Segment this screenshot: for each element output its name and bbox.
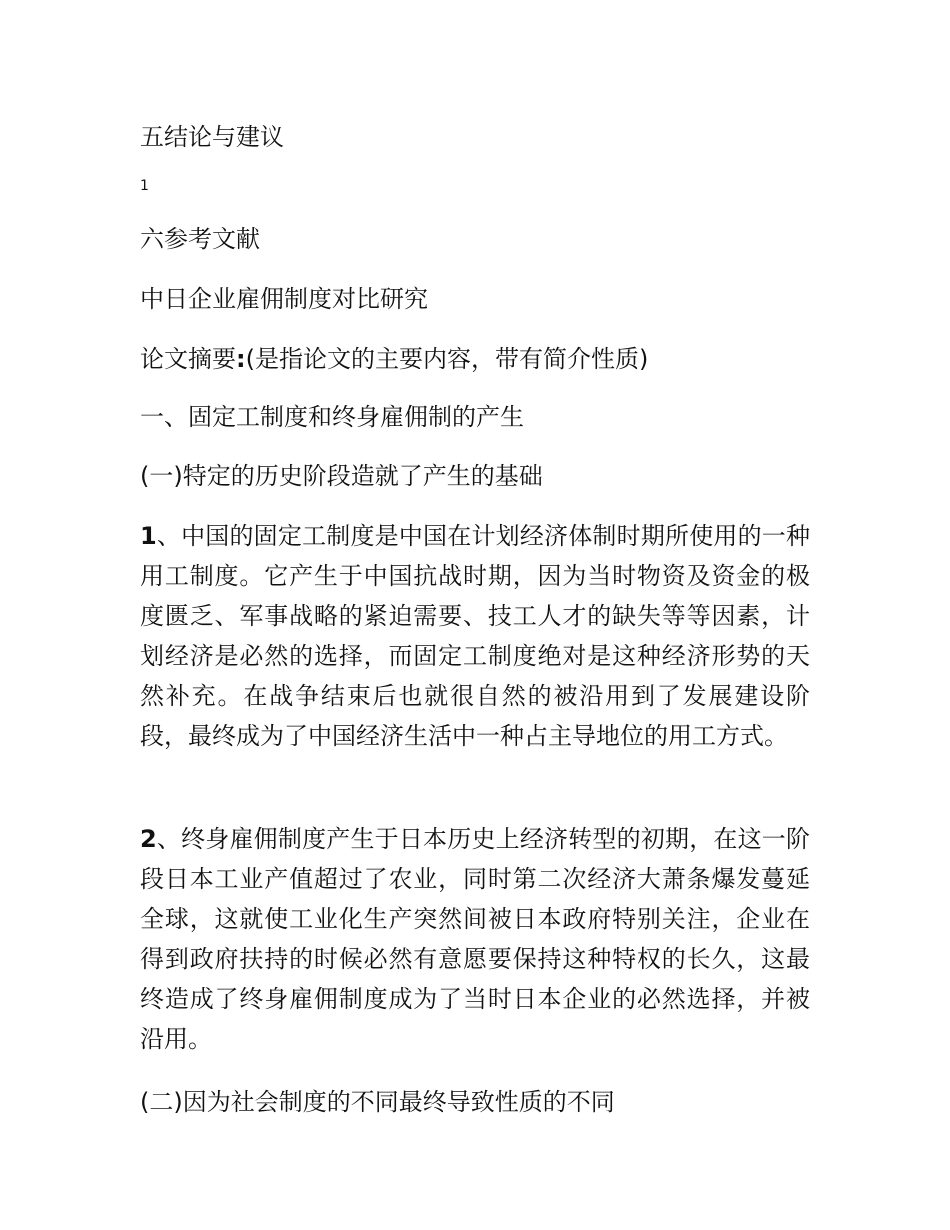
toc-item-references: 六参考文献 <box>140 225 260 253</box>
abstract-line <box>140 339 648 379</box>
page-number: 1 <box>140 178 149 194</box>
paragraph-1-text: 、中国的固定工制度是中国在计划经济体制时期所使用的一种用工制度。它产生于中国抗战时期，因为当时物资及资金的极度匮乏、军事战略的紧迫需要、技工人才的缺失等等因素，计划经济是必然的选择，而固定工制度绝对是这种经济形势的天然补充。在战争结束后也就很自然的被沿用到了发展建设阶段，最终成为了中国经济生活中一种占主导地位的用工方式。 <box>140 522 810 750</box>
paragraph-2-number: 2 <box>140 825 157 853</box>
abstract-text: (是指论文的主要内容，带有简介性质) <box>245 345 649 373</box>
section-heading-1: 一、固定工制度和终身雇佣制的产生 <box>140 403 524 431</box>
abstract-colon: : <box>236 345 246 373</box>
abstract-label: 论文摘要 <box>140 345 236 373</box>
paragraph-1 <box>140 516 810 756</box>
document-title: 中日企业雇佣制度对比研究 <box>140 285 428 313</box>
toc-item-conclusion: 五结论与建议 <box>140 123 284 151</box>
subsection-heading-2: (二)因为社会制度的不同最终导致性质的不同 <box>140 1088 615 1116</box>
paragraph-1-number: 1 <box>140 522 157 550</box>
paragraph-2-text: 、终身雇佣制度产生于日本历史上经济转型的初期，在这一阶段日本工业产值超过了农业，同时第二次经济大萧条爆发蔓延全球，这就使工业化生产突然间被日本政府特别关注，企业在得到政府扶持的时候必然有意愿要保持这种特权的长久，这最终造成了终身雇佣制度成为了当时日本企业的必然选择，并被沿用。 <box>140 825 810 1053</box>
subsection-heading-1: (一)特定的历史阶段造就了产生的基础 <box>140 462 543 490</box>
paragraph-2 <box>140 819 810 1059</box>
